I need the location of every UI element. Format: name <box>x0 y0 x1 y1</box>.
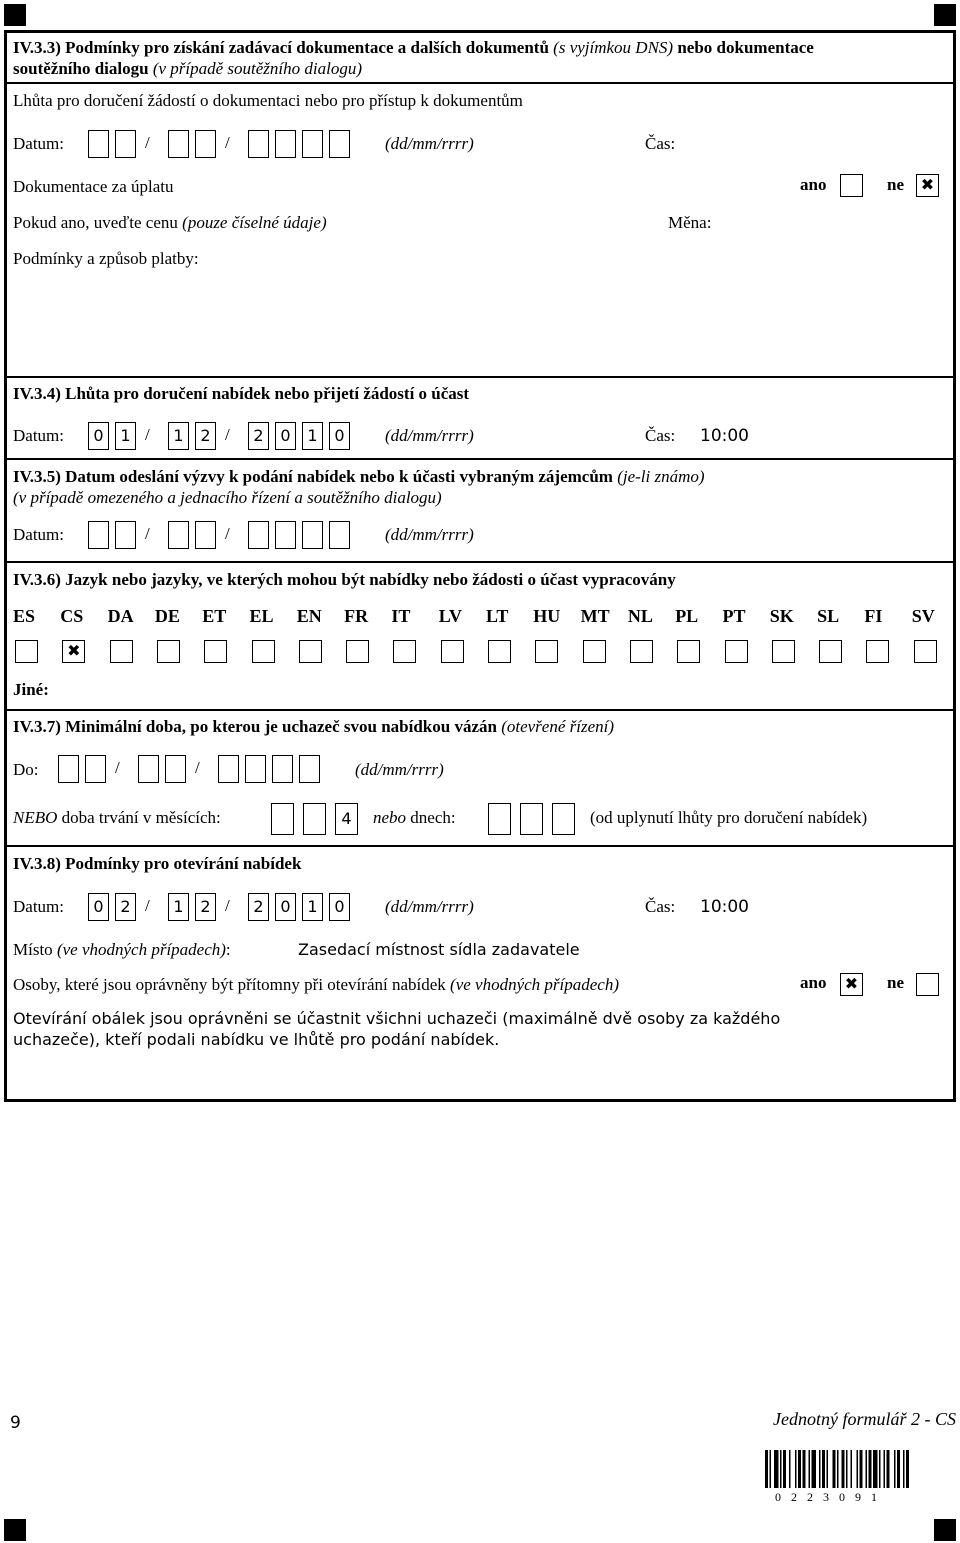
date-digit-box[interactable] <box>85 755 106 783</box>
barcode-bar <box>765 1450 768 1488</box>
language-label-et: ET <box>202 606 227 626</box>
date-digit-box[interactable] <box>329 521 350 549</box>
language-label-sk: SK <box>769 606 794 626</box>
date-format-hint: (dd/mm/rrrr) <box>385 525 474 544</box>
section-iv38-heading: IV.3.8) Podmínky pro otevírání nabídek <box>13 854 302 873</box>
barcode-bar <box>789 1450 791 1488</box>
months-digit-box[interactable]: 4 <box>335 803 358 835</box>
date-digit-box[interactable] <box>248 521 269 549</box>
date-digit-box[interactable]: 2 <box>195 893 216 921</box>
section-iv34-heading: IV.3.4) Lhůta pro doručení nabídek nebo přijetí žádostí o účast <box>13 384 470 403</box>
date-digit-box[interactable] <box>275 130 296 158</box>
page-number: 9 <box>10 1413 21 1433</box>
days-digit-box[interactable] <box>488 803 511 835</box>
date-digit-box[interactable] <box>168 130 189 158</box>
language-label-nl: NL <box>627 606 653 626</box>
date-digit-box[interactable]: 2 <box>248 893 269 921</box>
persons-label: Osoby, které jsou oprávněny být přítomny při otevírání nabídek (ve vhodných případech) <box>13 975 620 994</box>
barcode-bar <box>819 1450 821 1488</box>
time-label: Čas: <box>645 426 676 445</box>
date-separator: / <box>225 425 230 444</box>
date-digit-box[interactable]: 0 <box>88 893 109 921</box>
date-digit-box[interactable]: 1 <box>115 422 136 450</box>
language-label-el: EL <box>249 606 274 626</box>
barcode-bar <box>795 1450 797 1488</box>
persons-ano-checkbox[interactable] <box>840 973 863 996</box>
language-label-fr: FR <box>344 606 369 626</box>
date-digit-box[interactable] <box>58 755 79 783</box>
language-label-cs: CS <box>60 606 84 626</box>
validity-note: (od uplynutí lhůty pro doručení nabídek) <box>590 808 868 827</box>
language-label-pl: PL <box>675 606 699 626</box>
barcode-bar <box>897 1450 900 1488</box>
date-digit-box[interactable] <box>245 755 266 783</box>
language-checkbox-da[interactable] <box>110 640 133 663</box>
place-label: Místo (ve vhodných případech): <box>13 940 231 959</box>
barcode-bar <box>822 1450 825 1488</box>
date-digit-box[interactable] <box>138 755 159 783</box>
date-digit-box[interactable]: 1 <box>168 893 189 921</box>
days-label: nebo dnech: <box>373 808 456 827</box>
language-checkbox-pl[interactable] <box>677 640 700 663</box>
barcode-digits: 0 2 2 3 0 9 1 <box>775 1490 881 1504</box>
barcode-bar <box>827 1450 829 1488</box>
date-digit-box[interactable] <box>248 130 269 158</box>
language-label-sv: SV <box>911 606 935 626</box>
barcode-bar <box>809 1450 811 1488</box>
date-format-hint: (dd/mm/rrrr) <box>385 897 474 916</box>
barcode-bar <box>866 1450 868 1488</box>
form-name: Jednotný formulář 2 - CS <box>773 1409 956 1429</box>
barcode-bar <box>869 1450 872 1488</box>
opening-note: Otevírání obálek jsou oprávněni se účastnit všichni uchazeči (maximálně dvě osoby za každého uchazeče), kteří podali nabídku ve lhůtě pro podání nabídek. <box>13 1009 781 1049</box>
months-digit-box[interactable] <box>303 803 326 835</box>
payment-ne-checkbox[interactable] <box>916 174 939 197</box>
payment-label: Dokumentace za úplatu <box>13 177 174 196</box>
date-digit-box[interactable]: 1 <box>302 422 323 450</box>
date-digit-box[interactable] <box>275 521 296 549</box>
date-digit-box[interactable]: 2 <box>248 422 269 450</box>
date-separator: / <box>195 758 200 777</box>
language-checkbox-fi[interactable] <box>866 640 889 663</box>
date-digit-box[interactable]: 0 <box>88 422 109 450</box>
divider <box>4 709 956 711</box>
date-separator: / <box>145 425 150 444</box>
date-label: Datum: <box>13 134 64 153</box>
ano-label: ano <box>800 973 827 992</box>
time-value: 10:00 <box>700 897 749 917</box>
language-checkbox-en[interactable] <box>299 640 322 663</box>
date-digit-box[interactable]: 1 <box>302 893 323 921</box>
ne-label: ne <box>887 973 904 992</box>
barcode-bar <box>780 1450 782 1488</box>
language-checkbox-mt[interactable] <box>583 640 606 663</box>
registration-mark-bottom-right <box>934 1519 956 1541</box>
date-digit-box[interactable]: 0 <box>275 893 296 921</box>
barcode-bar <box>842 1450 845 1488</box>
divider <box>4 376 956 378</box>
date-format-hint: (dd/mm/rrrr) <box>385 134 474 153</box>
language-label-lt: LT <box>486 606 509 626</box>
barcode-bar <box>873 1450 878 1488</box>
barcode-bar <box>906 1450 909 1488</box>
language-checkbox-hu[interactable] <box>535 640 558 663</box>
date-label: Datum: <box>13 426 64 445</box>
place-value: Zasedací místnost sídla zadavatele <box>298 940 580 959</box>
barcode-bar <box>798 1450 801 1488</box>
months-label: NEBO doba trvání v měsících: <box>13 808 221 827</box>
language-checkbox-sv[interactable] <box>914 640 937 663</box>
date-digit-box[interactable] <box>168 521 189 549</box>
barcode-bar <box>860 1450 863 1488</box>
language-label-lv: LV <box>438 606 463 626</box>
language-checkbox-de[interactable] <box>157 640 180 663</box>
language-label-de: DE <box>154 606 180 626</box>
date-digit-box[interactable] <box>115 130 136 158</box>
language-label-pt: PT <box>722 606 746 626</box>
language-checkbox-sk[interactable] <box>772 640 795 663</box>
currency-label: Měna: <box>668 213 712 232</box>
date-separator: / <box>145 896 150 915</box>
days-digit-box[interactable] <box>520 803 543 835</box>
divider <box>4 458 956 460</box>
time-label: Čas: <box>645 134 676 153</box>
date-digit-box[interactable] <box>195 130 216 158</box>
divider <box>4 82 956 84</box>
date-digit-box[interactable] <box>218 755 239 783</box>
divider <box>4 845 956 847</box>
deadline-label: Lhůta pro doručení žádostí o dokumentaci nebo pro přístup k dokumentům <box>13 91 523 110</box>
barcode-bar <box>903 1450 905 1488</box>
barcode-bar <box>774 1450 779 1488</box>
language-checkbox-nl[interactable] <box>630 640 653 663</box>
registration-mark-bottom-left <box>4 1519 26 1541</box>
language-checkbox-el[interactable] <box>252 640 275 663</box>
date-separator: / <box>145 133 150 152</box>
language-checkbox-es[interactable] <box>15 640 38 663</box>
section-iv33-heading: IV.3.3) Podmínky pro získání zadávací dokumentace a dalších dokumentů (s vyjímkou DNS) nebo dokumentace soutěžního dialogu (v případě soutěžního dialogu) <box>13 38 814 78</box>
date-format-hint: (dd/mm/rrrr) <box>355 760 444 779</box>
language-label-mt: MT <box>580 606 610 626</box>
date-label: Datum: <box>13 897 64 916</box>
language-label-en: EN <box>296 606 322 626</box>
date-format-hint: (dd/mm/rrrr) <box>385 426 474 445</box>
other-language-label: Jiné: <box>13 680 49 699</box>
date-digit-box[interactable] <box>302 521 323 549</box>
date-digit-box[interactable]: 1 <box>168 422 189 450</box>
language-checkbox-pt[interactable] <box>725 640 748 663</box>
barcode-bar <box>783 1450 786 1488</box>
time-value: 10:00 <box>700 426 749 446</box>
date-digit-box[interactable]: 0 <box>329 893 350 921</box>
date-digit-box[interactable] <box>88 521 109 549</box>
date-digit-box[interactable]: 2 <box>115 893 136 921</box>
language-checkbox-lv[interactable] <box>441 640 464 663</box>
date-separator: / <box>225 896 230 915</box>
ano-label: ano <box>800 175 827 194</box>
barcode <box>765 1450 955 1488</box>
date-digit-box[interactable] <box>195 521 216 549</box>
language-checkbox-cs[interactable] <box>62 640 85 663</box>
date-digit-box[interactable] <box>329 130 350 158</box>
date-separator: / <box>145 524 150 543</box>
date-separator: / <box>225 524 230 543</box>
date-digit-box[interactable]: 0 <box>329 422 350 450</box>
date-digit-box[interactable] <box>165 755 186 783</box>
date-digit-box[interactable] <box>302 130 323 158</box>
barcode-bar <box>851 1450 853 1488</box>
date-digit-box[interactable]: 0 <box>275 422 296 450</box>
date-digit-box[interactable] <box>88 130 109 158</box>
section-iv37-heading: IV.3.7) Minimální doba, po kterou je uchazeč svou nabídkou vázán (otevřené řízení) <box>13 717 615 736</box>
payment-ano-checkbox[interactable] <box>840 174 863 197</box>
days-digit-box[interactable] <box>552 803 575 835</box>
divider <box>4 561 956 563</box>
date-label: Datum: <box>13 525 64 544</box>
date-digit-box[interactable] <box>115 521 136 549</box>
price-label: Pokud ano, uveďte cenu (pouze číselné údaje) <box>13 213 327 232</box>
registration-mark-top-right <box>934 4 956 26</box>
registration-mark-top-left <box>4 4 26 26</box>
section-iv35-heading: IV.3.5) Datum odeslání výzvy k podání nabídek nebo k účasti vybraným zájemcům (je-li známo) (v případě omezeného a jednacího řízení a soutěžního dialogu) <box>13 467 705 507</box>
language-label-it: IT <box>391 606 411 626</box>
months-digit-box[interactable] <box>271 803 294 835</box>
payment-terms-label: Podmínky a způsob platby: <box>13 249 199 268</box>
language-label-fi: FI <box>864 606 883 626</box>
barcode-bar <box>803 1450 806 1488</box>
barcode-bar <box>887 1450 890 1488</box>
language-checkbox-sl[interactable] <box>819 640 842 663</box>
language-label-sl: SL <box>817 606 840 626</box>
persons-ne-checkbox[interactable] <box>916 973 939 996</box>
date-separator: / <box>115 758 120 777</box>
barcode-bar <box>857 1450 859 1488</box>
barcode-bar <box>770 1450 772 1488</box>
barcode-bar <box>894 1450 896 1488</box>
barcode-bar <box>833 1450 836 1488</box>
barcode-bar <box>884 1450 886 1488</box>
date-digit-box[interactable] <box>272 755 293 783</box>
language-checkbox-fr[interactable] <box>346 640 369 663</box>
ne-label: ne <box>887 175 904 194</box>
time-label: Čas: <box>645 897 676 916</box>
date-digit-box[interactable]: 2 <box>195 422 216 450</box>
do-label: Do: <box>13 760 39 779</box>
barcode-bar <box>846 1450 848 1488</box>
language-label-hu: HU <box>533 606 561 626</box>
language-label-da: DA <box>107 606 134 626</box>
language-checkbox-et[interactable] <box>204 640 227 663</box>
barcode-bar <box>837 1450 839 1488</box>
section-iv36-heading: IV.3.6) Jazyk nebo jazyky, ve kterých mohou být nabídky nebo žádosti o účast vypracovány <box>13 570 676 589</box>
language-checkbox-lt[interactable] <box>488 640 511 663</box>
language-label-es: ES <box>13 606 36 626</box>
barcode-bar <box>812 1450 817 1488</box>
date-digit-box[interactable] <box>299 755 320 783</box>
language-checkbox-it[interactable] <box>393 640 416 663</box>
date-separator: / <box>225 133 230 152</box>
barcode-bar <box>879 1450 881 1488</box>
